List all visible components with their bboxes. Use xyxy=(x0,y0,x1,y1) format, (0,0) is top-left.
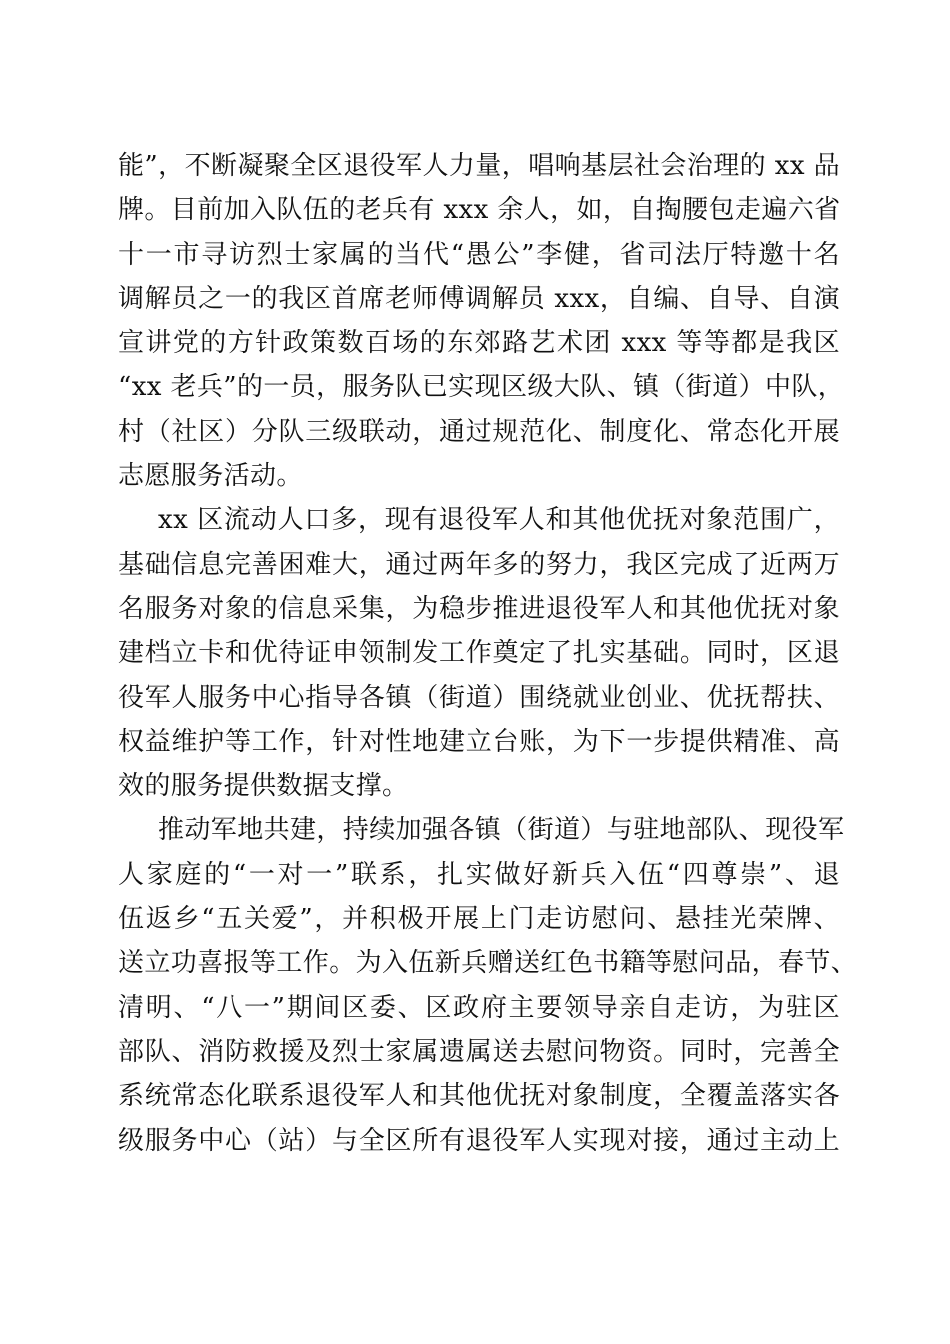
paragraph-2-line-6: 权益维护等工作，针对性地建立台账，为下一步提供精准、高 xyxy=(118,726,840,757)
paragraph-2-line-1: xx 区流动人口多，现有退役军人和其他优抚对象范围广， xyxy=(158,505,840,536)
paragraph-1-line-2: 牌。目前加入队伍的老兵有 xxx 余人，如，自掏腰包走遍六省 xyxy=(118,195,841,226)
paragraph-3-line-8: 级服务中心（站）与全区所有退役军人实现对接，通过主动上 xyxy=(118,1125,840,1156)
paragraph-3-line-2: 人家庭的“一对一”联系，扎实做好新兵入伍“四尊崇”、退 xyxy=(118,859,840,890)
paragraph-1-line-4: 调解员之一的我区首席老师傅调解员 xxx，自编、自导、自演 xyxy=(118,283,840,314)
paragraph-3-line-7: 系统常态化联系退役军人和其他优抚对象制度，全覆盖落实各 xyxy=(118,1081,840,1112)
document-body xyxy=(118,144,858,1163)
paragraph-3-line-6: 部队、消防救援及烈士家属遗属送去慰问物资。同时，完善全 xyxy=(118,1036,840,1067)
paragraph-3-line-4: 送立功喜报等工作。为入伍新兵赠送红色书籍等慰问品，春节、 xyxy=(118,948,858,979)
paragraph-2-line-4: 建档立卡和优待证申领制发工作奠定了扎实基础。同时，区退 xyxy=(118,638,840,669)
paragraph-2-line-7: 效的服务提供数据支撑。 xyxy=(118,771,409,802)
paragraph-1-line-8: 志愿服务活动。 xyxy=(118,461,303,492)
paragraph-1-line-1: 能”，不断凝聚全区退役军人力量，唱响基层社会治理的 xx 品 xyxy=(118,151,840,181)
paragraph-2-line-5: 役军人服务中心指导各镇（街道）围绕就业创业、优抚帮扶、 xyxy=(118,682,840,713)
paragraph-1-line-5: 宣讲党的方针政策数百场的东郊路艺术团 xxx 等等都是我区 xyxy=(118,328,840,359)
paragraph-2-line-3: 名服务对象的信息采集，为稳步推进退役军人和其他优抚对象 xyxy=(118,593,840,624)
paragraph-1-line-7: 村（社区）分队三级联动，通过规范化、制度化、常态化开展 xyxy=(118,416,840,447)
paragraph-1-line-6: “xx 老兵”的一员，服务队已实现区级大队、镇（街道）中队， xyxy=(118,372,845,403)
paragraph-3-line-5: 清明、“八一”期间区委、区政府主要领导亲自走访，为驻区 xyxy=(118,992,840,1023)
paragraph-1-line-3: 十一市寻访烈士家属的当代“愚公”李健，省司法厅特邀十名 xyxy=(118,239,840,270)
paragraph-3-line-1: 推动军地共建，持续加强各镇（街道）与驻地部队、现役军 xyxy=(158,815,845,846)
paragraph-2-line-2: 基础信息完善困难大，通过两年多的努力，我区完成了近两万 xyxy=(118,549,840,580)
paragraph-3-line-3: 伍返乡“五关爱”，并积极开展上门走访慰问、悬挂光荣牌、 xyxy=(118,904,840,935)
